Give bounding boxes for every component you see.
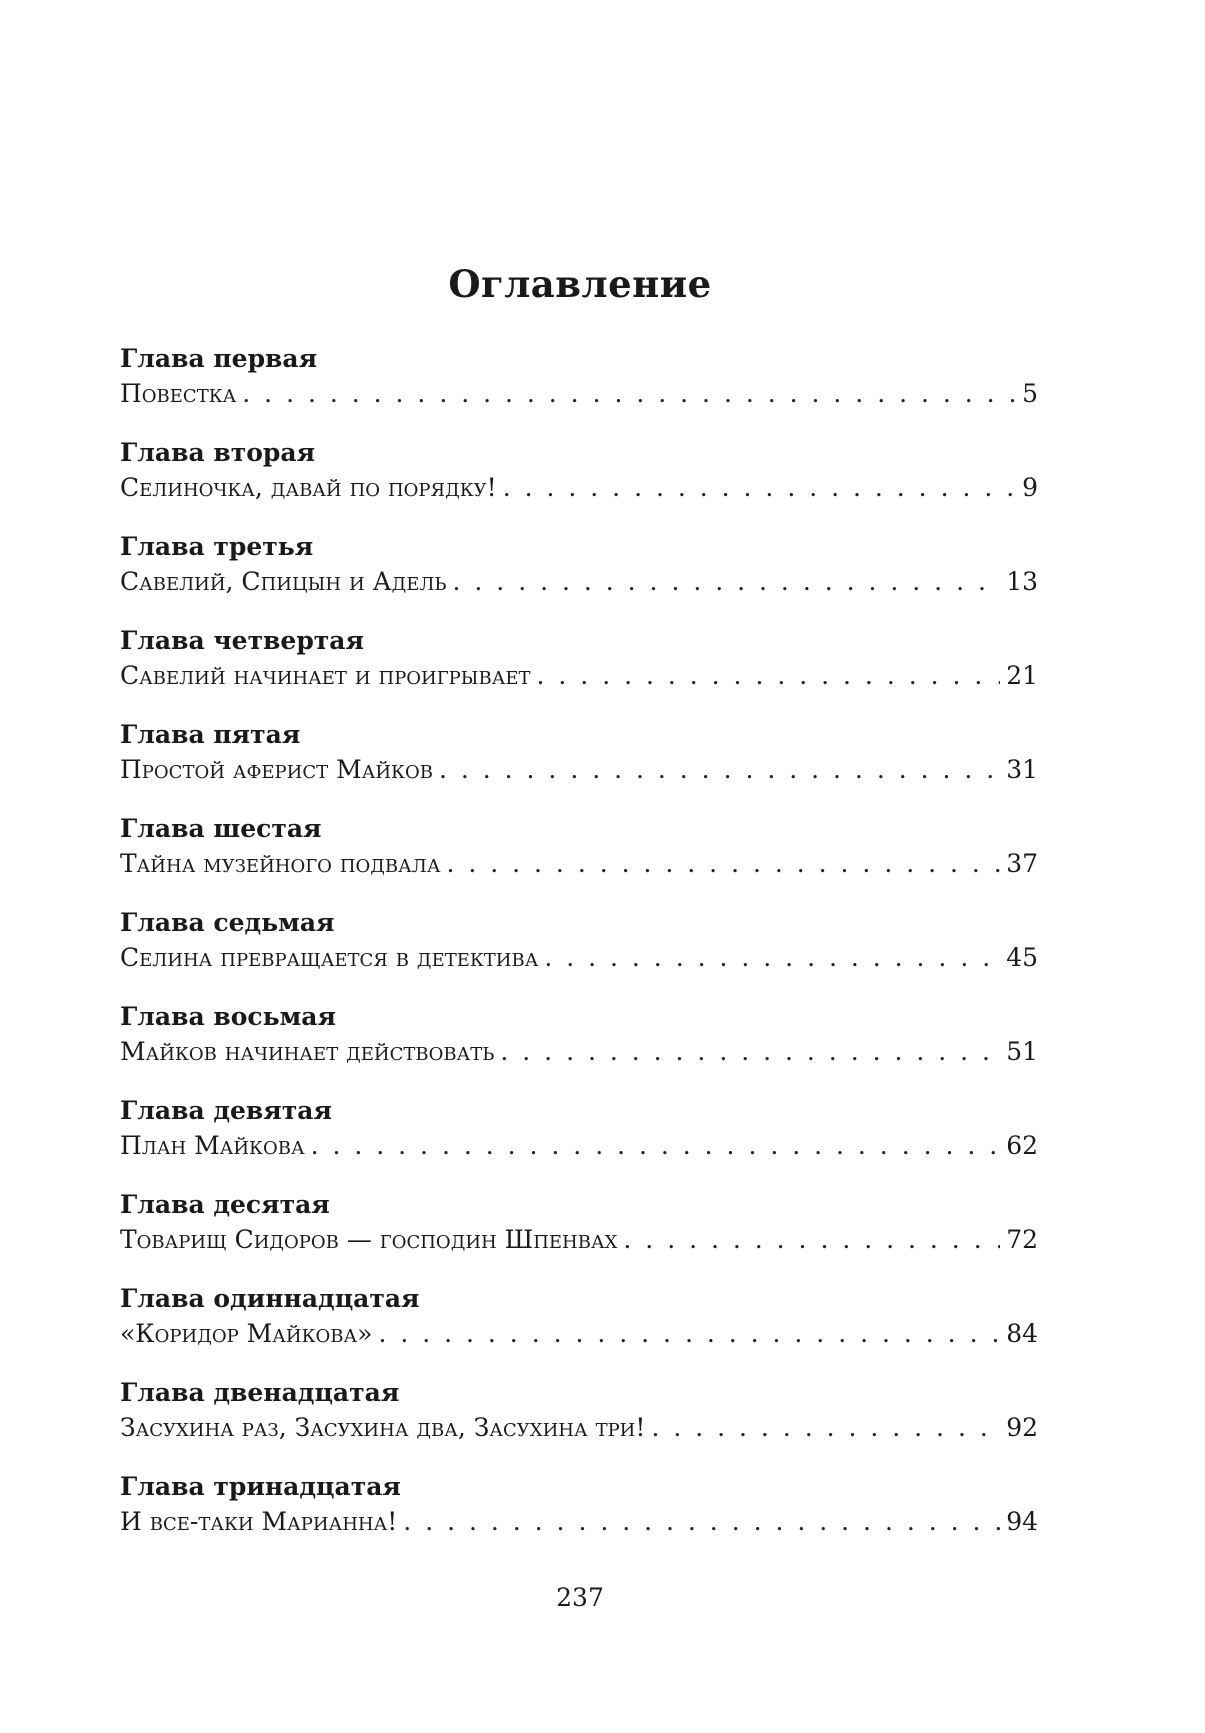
- chapter-title: Повестка: [120, 379, 237, 408]
- toc-entry: [120, 1284, 1038, 1378]
- chapter-label: Глава первая: [120, 344, 318, 373]
- chapter-page-number: 13: [1006, 567, 1038, 596]
- chapter-page-number: 37: [1006, 849, 1038, 878]
- chapter-label: Глава вторая: [120, 438, 316, 467]
- chapter-label: Глава двенадцатая: [120, 1378, 400, 1407]
- chapter-title: Тайна музейного подвала: [120, 849, 441, 878]
- dot-leader: [242, 379, 1016, 409]
- toc-line[interactable]: [120, 1319, 1038, 1349]
- toc-entry: [120, 1190, 1038, 1284]
- chapter-page-number: 31: [1006, 755, 1038, 784]
- toc-line[interactable]: [120, 473, 1038, 503]
- chapter-label: Глава пятая: [120, 720, 301, 749]
- chapter-title: Савелий, Спицын и Адель: [120, 567, 447, 596]
- toc-line[interactable]: [120, 755, 1038, 785]
- toc-line[interactable]: [120, 661, 1038, 691]
- chapter-title: Товарищ Сидоров — господин Шпенвах: [120, 1225, 618, 1254]
- toc-line[interactable]: [120, 1507, 1038, 1537]
- chapter-page-number: 94: [1006, 1507, 1038, 1536]
- chapter-page-number: 72: [1006, 1225, 1038, 1254]
- dot-leader: [453, 567, 1001, 597]
- toc-entry: [120, 344, 1038, 438]
- toc-entry: [120, 438, 1038, 532]
- toc-entry: [120, 532, 1038, 626]
- toc-line[interactable]: [120, 379, 1038, 409]
- toc-entry: [120, 908, 1038, 1002]
- chapter-page-number: 9: [1022, 473, 1038, 502]
- chapter-page-number: 5: [1022, 379, 1038, 408]
- chapter-label: Глава четвертая: [120, 626, 364, 655]
- chapter-label: Глава третья: [120, 532, 314, 561]
- toc-line[interactable]: [120, 943, 1038, 973]
- chapter-label: Глава седьмая: [120, 908, 335, 937]
- dot-leader: [651, 1413, 1000, 1443]
- dot-leader: [403, 1507, 1000, 1537]
- chapter-label: Глава восьмая: [120, 1002, 336, 1031]
- toc-line[interactable]: [120, 1037, 1038, 1067]
- chapter-title: Майков начинает действовать: [120, 1037, 495, 1066]
- page-number: 237: [556, 1583, 604, 1612]
- chapter-page-number: 84: [1006, 1319, 1038, 1348]
- chapter-label: Глава девятая: [120, 1096, 332, 1125]
- chapter-title: Селиночка, давай по порядку!: [120, 473, 497, 502]
- dot-leader: [446, 849, 1000, 879]
- chapter-title: Селина превращается в детектива: [120, 943, 539, 972]
- dot-leader: [378, 1319, 1000, 1349]
- toc-line[interactable]: [120, 1413, 1038, 1443]
- toc-line[interactable]: [120, 1131, 1038, 1161]
- chapter-title: План Майкова: [120, 1131, 305, 1160]
- toc-entry: [120, 1472, 1038, 1566]
- toc-entry: [120, 1096, 1038, 1190]
- chapter-title: Савелий начинает и проигрывает: [120, 661, 531, 690]
- dot-leader: [544, 943, 1000, 973]
- dot-leader: [537, 661, 1001, 691]
- dot-leader: [503, 473, 1016, 503]
- chapter-label: Глава одиннадцатая: [120, 1284, 420, 1313]
- dot-leader: [500, 1037, 1000, 1067]
- dot-leader: [623, 1225, 1000, 1255]
- chapter-label: Глава десятая: [120, 1190, 330, 1219]
- chapter-title: Засухина раз, Засухина два, Засухина три!: [120, 1413, 646, 1442]
- toc-entry: [120, 626, 1038, 720]
- dot-leader: [439, 755, 1000, 785]
- chapter-label: Глава шестая: [120, 814, 322, 843]
- toc-entry: [120, 720, 1038, 814]
- chapter-page-number: 45: [1006, 943, 1038, 972]
- toc-line[interactable]: [120, 567, 1038, 597]
- dot-leader: [311, 1131, 1001, 1161]
- chapter-title: И все-таки Марианна!: [120, 1507, 398, 1536]
- toc-entry: [120, 814, 1038, 908]
- toc-entry: [120, 1378, 1038, 1472]
- chapter-label: Глава тринадцатая: [120, 1472, 401, 1501]
- toc-line[interactable]: [120, 849, 1038, 879]
- chapter-page-number: 51: [1006, 1037, 1038, 1066]
- toc-entry: [120, 1002, 1038, 1096]
- page-title: Оглавление: [448, 262, 712, 306]
- chapter-page-number: 92: [1006, 1413, 1038, 1442]
- chapter-title: «Коридор Майкова»: [120, 1319, 373, 1348]
- toc-line[interactable]: [120, 1225, 1038, 1255]
- table-of-contents: [120, 344, 1038, 1566]
- chapter-title: Простой аферист Майков: [120, 755, 433, 784]
- chapter-page-number: 21: [1006, 661, 1038, 690]
- chapter-page-number: 62: [1006, 1131, 1038, 1160]
